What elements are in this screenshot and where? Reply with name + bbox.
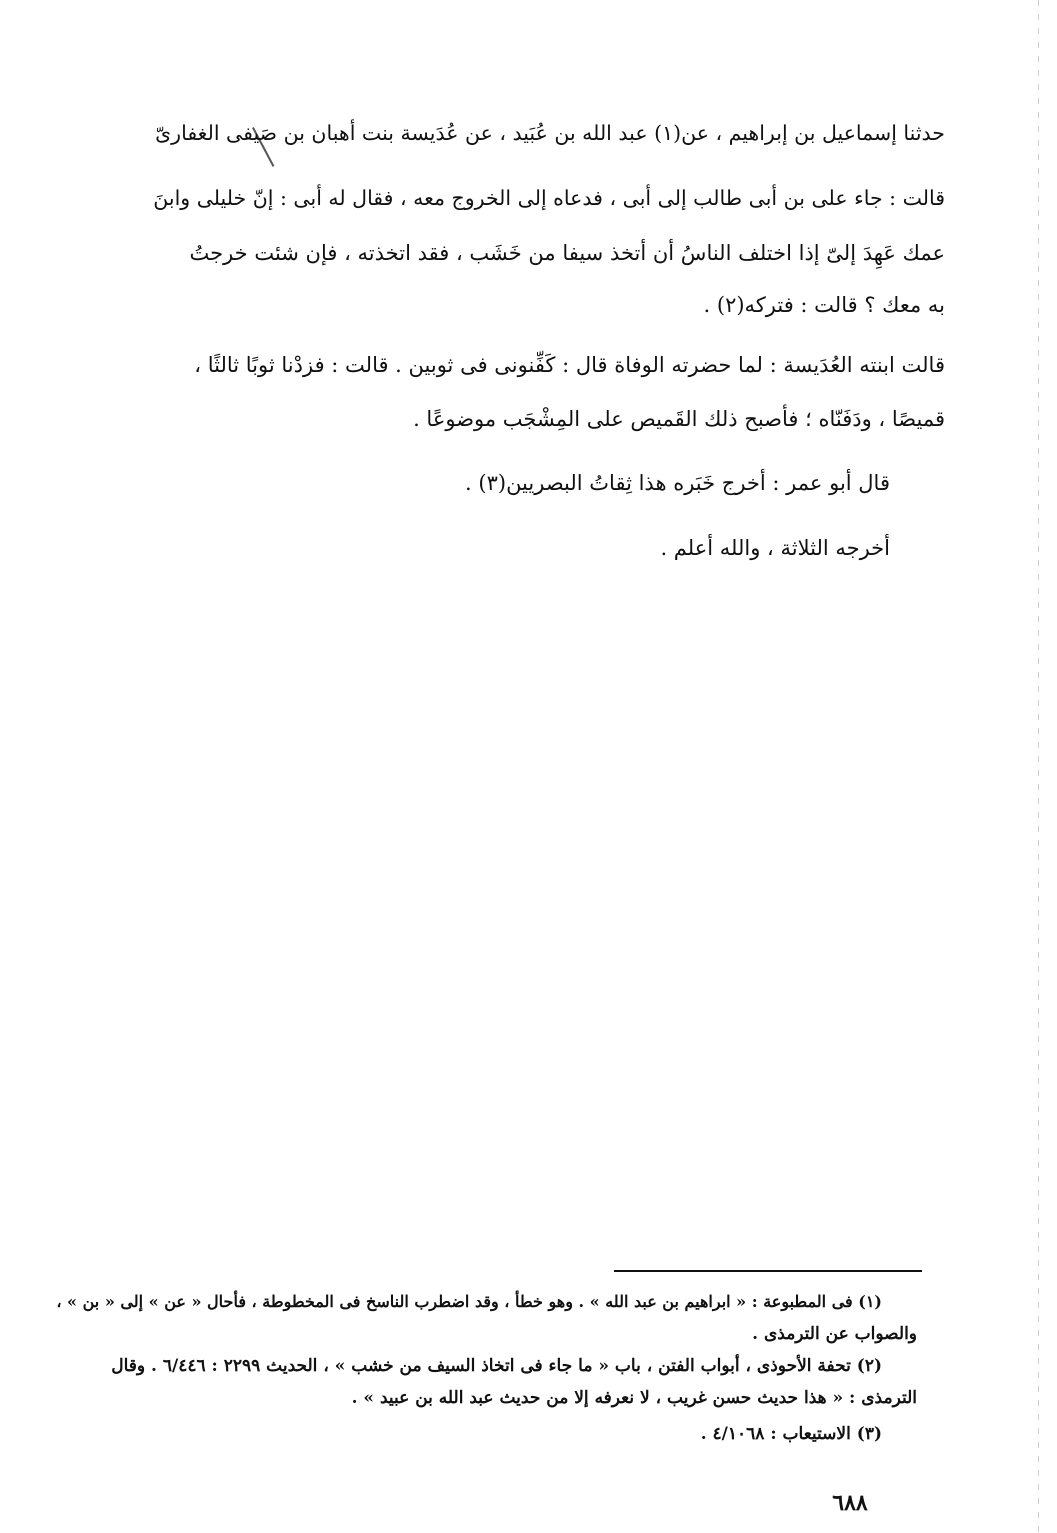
- footnote-1-line1: (١) فى المطبوعة : « ابراهيم بن عبد الله » . وهو خطأ ، وقد اضطرب الناسخ فى المخطوطة ، فأحال « عن » إلى « بن » ،: [56, 1292, 882, 1311]
- paragraph2-line1: قالت ابنته العُدَيسة : لما حضرته الوفاة قال : كَفِّنونى فى ثوبين . قالت : فزدْنا ثوبًا ثالثًا ،: [194, 353, 945, 377]
- footnote-2-line1: (٢) تحفة الأحوذى ، أبواب الفتن ، باب « ما جاء فى اتخاذ السيف من خشب » ، الحديث ٢٢٩٩ : ٦/٤٤٦ . وقال: [111, 1356, 882, 1376]
- footnote-2-line2: الترمذى : « هذا حديث حسن غريب ، لا نعرفه إلا من حديث عبد الله بن عبيد » .: [351, 1388, 917, 1408]
- footnote-1-line2: والصواب عن الترمذى .: [752, 1324, 917, 1344]
- paragraph2-line2: قميصًا ، ودَفَنّاه ؛ فأصبح ذلك القَميص على المِشْجَب موضوعًا .: [413, 407, 945, 431]
- footnote-separator: [614, 1270, 922, 1272]
- paragraph3: قال أبو عمر : أخرج خَبَره هذا ثِقاتُ البصريين(٣) .: [465, 471, 890, 495]
- footnote-3: (٣) الاستيعاب : ٤/١٠٦٨ .: [700, 1424, 882, 1444]
- paragraph1-line4: به معك ؟ قالت : فتركه(٢) .: [703, 293, 945, 317]
- page-number: ٦٨٨: [832, 1490, 868, 1516]
- paragraph1-line1: حدثنا إسماعيل بن إبراهيم ، عن(١) عبد الله بن عُبَيد ، عن عُدَيسة بنت أهبان بن صَيفى الغفارىّ: [155, 121, 945, 145]
- page-edge: [1038, 0, 1039, 1533]
- paragraph1-line2: قالت : جاء على بن أبى طالب إلى أبى ، فدعاه إلى الخروج معه ، فقال له أبى : إنّ خليلى وابنَ: [153, 186, 945, 210]
- paragraph4: أخرجه الثلاثة ، والله أعلم .: [660, 536, 890, 560]
- paragraph1-line3: عمك عَهِدَ إلىّ إذا اختلف الناسُ أن أتخذ سيفا من خَشَب ، فقد اتخذته ، فإن شئت خرجتُ: [189, 241, 945, 265]
